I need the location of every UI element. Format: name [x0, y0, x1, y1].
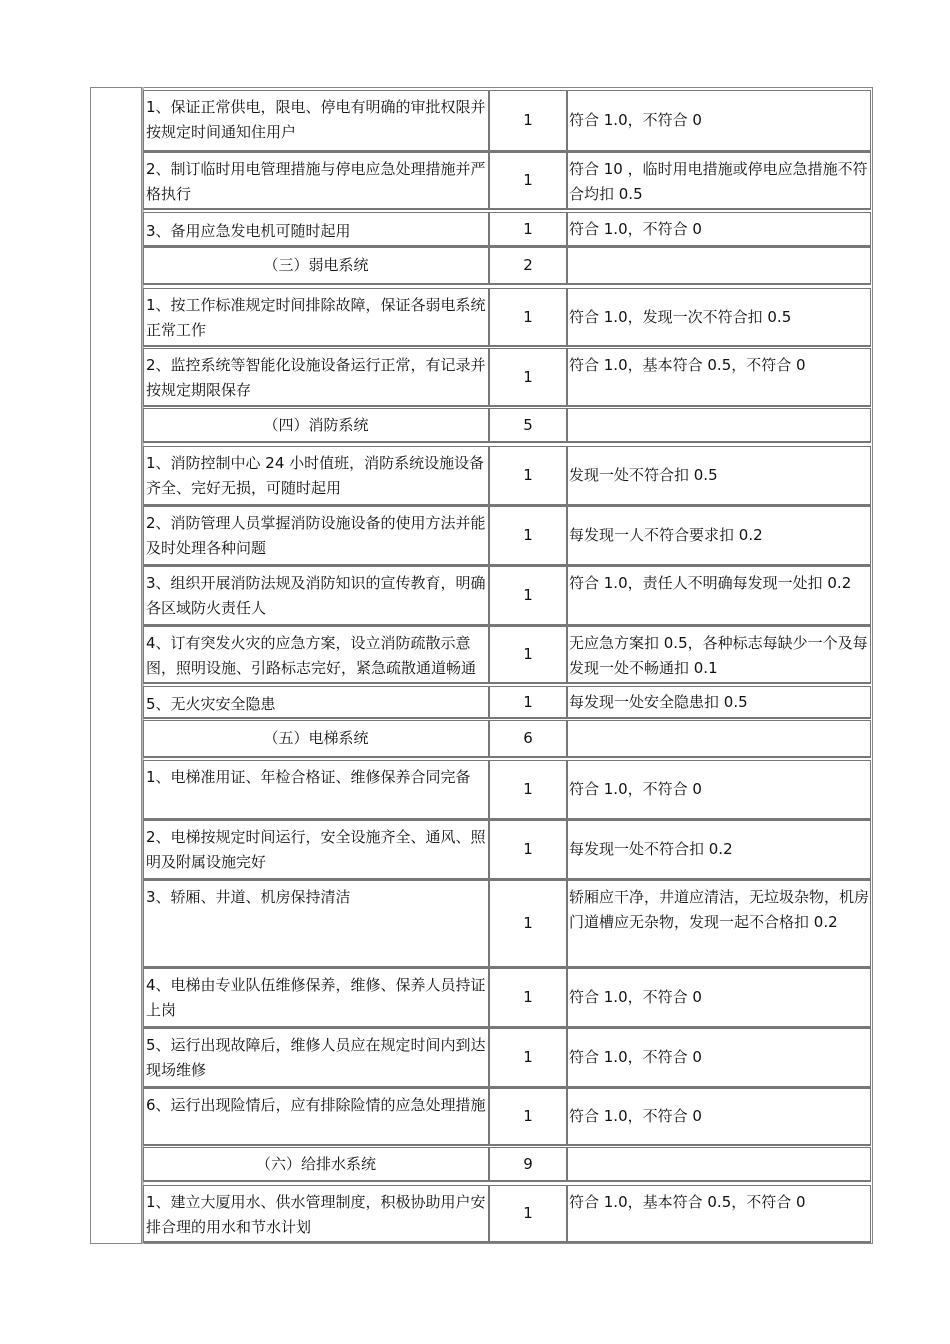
- standard-cell: [567, 446, 871, 506]
- score-cell: 1: [489, 880, 567, 968]
- score-cell: 6: [489, 720, 567, 758]
- score-cell: 1: [489, 288, 567, 347]
- score-cell: 1: [489, 348, 567, 407]
- standard-text: 符合 1.0，不符合 0: [569, 1048, 702, 1066]
- score-cell: 1: [489, 1185, 567, 1243]
- score-cell: 1: [489, 686, 567, 719]
- section-row: [143, 720, 871, 758]
- standard-text: 每发现一人不符合要求扣 0.2: [569, 526, 763, 544]
- item-label: 2、电梯按规定时间运行，安全设施齐全、通风、照明及附属设施完好: [146, 828, 486, 871]
- table-row: [143, 212, 871, 247]
- score-cell: 1: [489, 968, 567, 1028]
- section-title: [143, 720, 489, 758]
- standard-text: 符合 1.0，不符合 0: [569, 780, 702, 798]
- item-label: 2、消防管理人员掌握消防设施设备的使用方法并能及时处理各种问题: [146, 514, 486, 557]
- table-row: [143, 152, 871, 210]
- item-label: 5、无火灾安全隐患: [146, 694, 276, 713]
- item-text: [143, 212, 489, 247]
- item-text: [143, 506, 489, 566]
- standard-text: 符合 10 ，临时用电措施或停电应急措施不符合均扣 0.5: [569, 160, 868, 203]
- standard-cell: [567, 880, 871, 968]
- item-label: 1、建立大厦用水、供水管理制度，积极协助用户安排合理的用水和节水计划: [146, 1193, 486, 1236]
- score-cell: 1: [489, 566, 567, 626]
- score-cell: 1: [489, 90, 567, 152]
- item-label: 3、组织开展消防法规及消防知识的宣传教育，明确各区域防火责任人: [146, 574, 486, 617]
- item-label: 2、监控系统等智能化设施设备运行正常，有记录并按规定期限保存: [146, 356, 486, 399]
- item-text: [143, 1088, 489, 1146]
- standard-text: 符合 1.0，不符合 0: [569, 111, 702, 129]
- standard-cell: [567, 408, 871, 443]
- item-text: [143, 1185, 489, 1243]
- standard-cell: [567, 90, 871, 152]
- score-cell: 9: [489, 1147, 567, 1182]
- item-text: [143, 90, 489, 152]
- item-text: [143, 348, 489, 407]
- standard-cell: [567, 1088, 871, 1146]
- item-text: [143, 968, 489, 1028]
- item-text: [143, 288, 489, 347]
- standard-cell: [567, 626, 871, 684]
- score-cell: 1: [489, 152, 567, 210]
- section-row: [143, 247, 871, 285]
- table-row: [143, 566, 871, 626]
- item-label: 4、订有突发火灾的应急方案，设立消防疏散示意图，照明设施、引路标志完好，紧急疏散通道畅通: [146, 634, 477, 677]
- section-title: [143, 408, 489, 443]
- standard-cell: [567, 1028, 871, 1088]
- section-title: [143, 1147, 489, 1182]
- score-cell: 5: [489, 408, 567, 443]
- standard-cell: [567, 720, 871, 758]
- item-label: 1、保证正常供电，限电、停电有明确的审批权限并按规定时间通知住用户: [146, 98, 486, 141]
- standard-cell: [567, 506, 871, 566]
- standard-text: 符合 1.0，发现一次不符合扣 0.5: [569, 307, 792, 326]
- item-label: 5、运行出现故障后，维修人员应在规定时间内到达现场维修: [146, 1036, 486, 1079]
- table-row: [143, 506, 871, 566]
- standard-cell: [567, 212, 871, 247]
- item-label: （三）弱电系统: [263, 256, 369, 274]
- score-cell: 1: [489, 1028, 567, 1088]
- item-label: 6、运行出现险情后，应有排除险情的应急处理措施: [146, 1096, 486, 1114]
- table-row: [143, 1088, 871, 1146]
- item-label: 3、轿厢、井道、机房保持清洁: [146, 888, 351, 906]
- standard-cell: [567, 566, 871, 626]
- table-row: [143, 348, 871, 407]
- item-text: [143, 626, 489, 684]
- standard-cell: [567, 288, 871, 347]
- standard-text: 符合 1.0，基本符合 0.5，不符合 0: [569, 1193, 806, 1211]
- score-cell: 1: [489, 626, 567, 684]
- score-cell: 2: [489, 247, 567, 285]
- table-row: [143, 626, 871, 684]
- standard-cell: [567, 1147, 871, 1182]
- item-label: 2、制订临时用电管理措施与停电应急处理措施并严格执行: [146, 160, 486, 203]
- table-row: [143, 820, 871, 880]
- item-label: 3、备用应急发电机可随时起用: [146, 221, 351, 240]
- standard-text: 符合 1.0，不符合 0: [569, 1107, 702, 1125]
- item-label: （五）电梯系统: [263, 729, 369, 747]
- item-text: [143, 760, 489, 820]
- standard-text: 符合 1.0，不符合 0: [569, 988, 702, 1006]
- item-text: [143, 446, 489, 506]
- standard-cell: [567, 1185, 871, 1243]
- standard-cell: [567, 820, 871, 880]
- standard-text: 符合 1.0，基本符合 0.5，不符合 0: [569, 356, 806, 374]
- standard-cell: [567, 348, 871, 407]
- item-text: [143, 152, 489, 210]
- item-label: 1、消防控制中心 24 小时值班，消防系统设施设备齐全、完好无损，可随时起用: [146, 454, 485, 497]
- item-text: [143, 880, 489, 968]
- score-cell: 1: [489, 506, 567, 566]
- score-cell: 1: [489, 1088, 567, 1146]
- section-row: [143, 1147, 871, 1182]
- standard-text: 每发现一处不符合扣 0.2: [569, 840, 733, 858]
- standard-text: 符合 1.0，不符合 0: [569, 219, 702, 238]
- section-title: [143, 247, 489, 285]
- item-label: 4、电梯由专业队伍维修保养，维修、保养人员持证上岗: [146, 976, 486, 1019]
- section-row: [143, 408, 871, 443]
- item-text: [143, 566, 489, 626]
- standard-text: 发现一处不符合扣 0.5: [569, 466, 718, 484]
- item-text: [143, 686, 489, 719]
- table-row: [143, 760, 871, 820]
- standard-cell: [567, 968, 871, 1028]
- table-row: [143, 288, 871, 347]
- standard-cell: [567, 152, 871, 210]
- score-cell: 1: [489, 820, 567, 880]
- score-cell: 1: [489, 760, 567, 820]
- score-cell: 1: [489, 446, 567, 506]
- standard-cell: [567, 760, 871, 820]
- category-column: [90, 87, 142, 1244]
- table-row: [143, 880, 871, 968]
- item-text: [143, 820, 489, 880]
- item-label: （四）消防系统: [263, 415, 369, 434]
- table-row: [143, 1028, 871, 1088]
- item-text: [143, 1028, 489, 1088]
- item-label: 1、电梯准用证、年检合格证、维修保养合同完备: [146, 768, 471, 786]
- table-row: [143, 1185, 871, 1243]
- standard-text: 无应急方案扣 0.5，各种标志每缺少一个及每发现一处不畅通扣 0.1: [569, 634, 868, 677]
- table-row: [143, 968, 871, 1028]
- table-row: [143, 90, 871, 152]
- standard-text: 符合 1.0，责任人不明确每发现一处扣 0.2: [569, 574, 852, 592]
- item-label: 1、按工作标准规定时间排除故障，保证各弱电系统正常工作: [146, 296, 486, 339]
- standard-text: 每发现一处安全隐患扣 0.5: [569, 692, 748, 711]
- score-cell: 1: [489, 212, 567, 247]
- standard-cell: [567, 686, 871, 719]
- standard-cell: [567, 247, 871, 285]
- table-row: [143, 446, 871, 506]
- standard-text: 轿厢应干净，井道应清洁，无垃圾杂物，机房门道槽应无杂物，发现一起不合格扣 0.2: [569, 888, 870, 931]
- table-row: [143, 686, 871, 719]
- item-label: （六）给排水系统: [255, 1154, 376, 1173]
